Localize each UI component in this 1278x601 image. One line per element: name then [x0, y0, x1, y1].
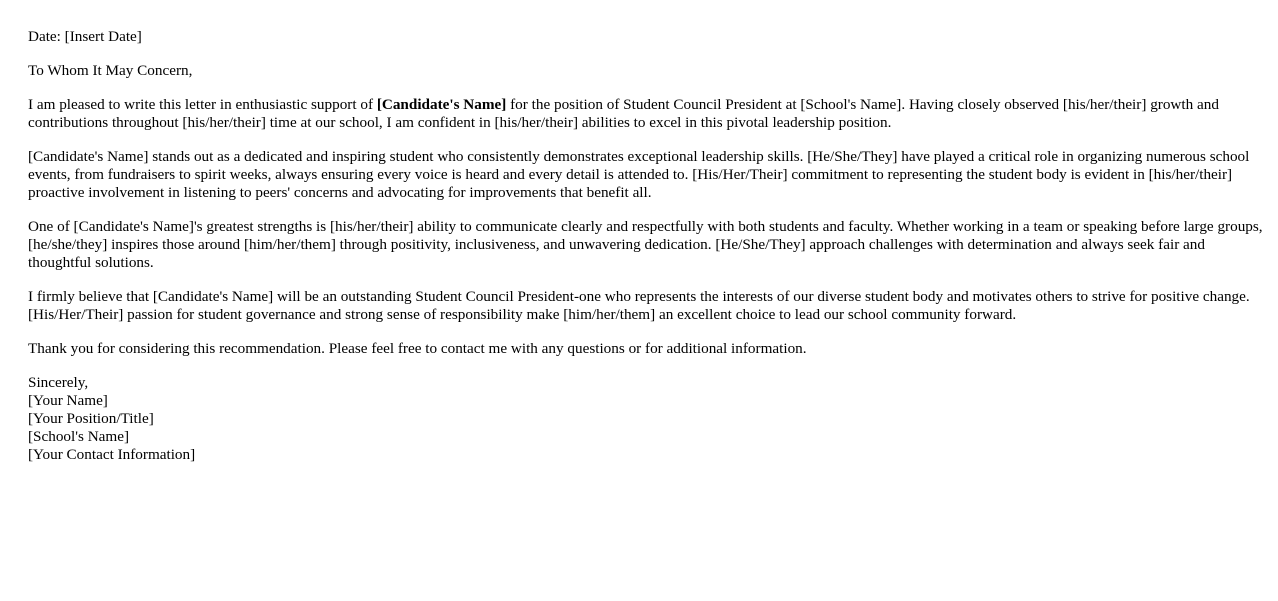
- signoff-school: [School's Name]: [28, 428, 130, 445]
- recommendation-letter: [28, 28, 1264, 464]
- letter-signoff: [28, 374, 1264, 464]
- letter-paragraph-leadership: [Candidate's Name] stands out as a dedicated and inspiring student who consistently demonstrates exceptional leadership skills. [He/She/They] have played a critical role in organizing numerous school events, from fundraisers to spirit weeks, always ensuring every voice is heard and every detail is attended to. [His/Her/Their] commitment to representing the student body is evident in [his/her/their] proactive involvement in listening to peers' concerns and advocating for improvements that benefit all.: [28, 148, 1250, 201]
- letter-salutation: To Whom It May Concern,: [28, 62, 193, 79]
- signoff-contact: [Your Contact Information]: [28, 446, 196, 463]
- candidate-name-bold: [Candidate's Name]: [376, 96, 507, 113]
- signoff-name: [Your Name]: [28, 392, 108, 409]
- letter-paragraph-intro: [28, 96, 1264, 132]
- letter-paragraph-belief: I firmly believe that [Candidate's Name] will be an outstanding Student Council President-one who represents the interests of our diverse student body and motivates others to strive for positive change. [His/Her/Their] passion for student governance and strong sense of responsibility make [him/her/them] an excellent choice to lead our school community forward.: [28, 288, 1250, 323]
- signoff-closing: Sincerely,: [28, 374, 89, 391]
- letter-paragraph-strengths: One of [Candidate's Name]'s greatest strengths is [his/her/their] ability to communicate clearly and respectfully with both students and faculty. Whether working in a team or speaking before large groups, [he/she/they] inspires those around [him/her/them] through positivity, inclusiveness, and unwavering dedication. [He/She/They] approach challenges with determination and always seek fair and thoughtful solutions.: [28, 218, 1263, 271]
- letter-date: Date: [Insert Date]: [28, 28, 142, 45]
- letter-paragraph-thanks: Thank you for considering this recommendation. Please feel free to contact me with any questions or for additional information.: [28, 340, 807, 357]
- intro-text-after: for the position of Student Council President at [School's Name]. Having closely observed [his/her/their] growth and contributions throughout [his/her/their] time at our school, I am confident in [his/her/their] abilities to excel in this pivotal leadership position.: [28, 96, 1219, 131]
- signoff-position: [Your Position/Title]: [28, 410, 154, 427]
- intro-text-before: I am pleased to write this letter in enthusiastic support of: [28, 96, 377, 113]
